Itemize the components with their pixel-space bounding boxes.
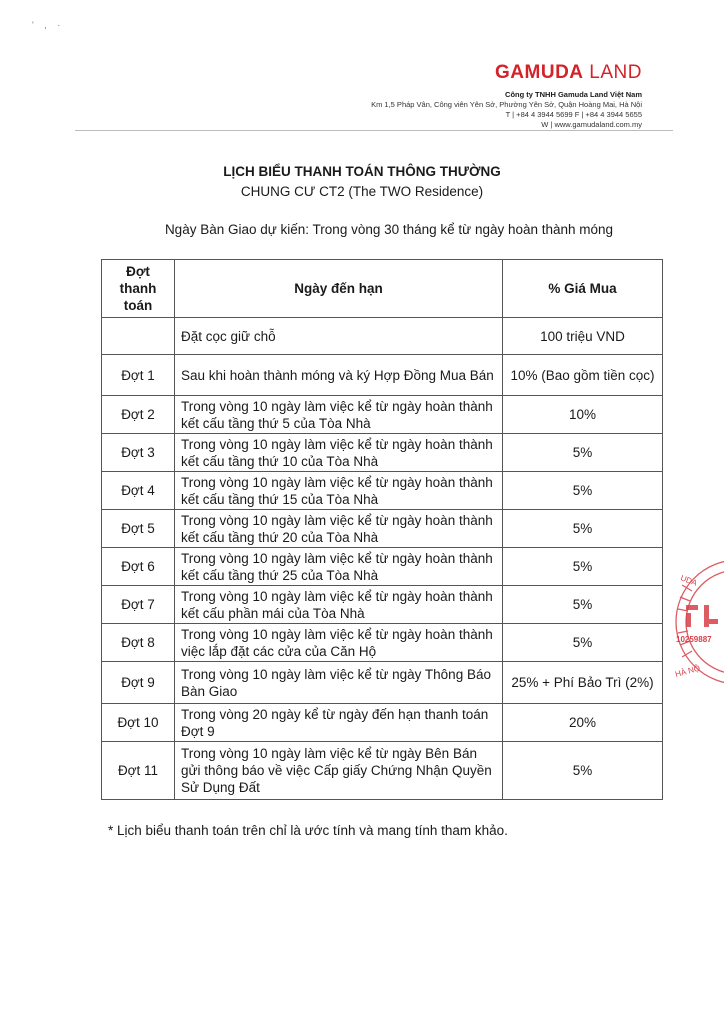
logo-text-light: LAND: [583, 62, 642, 83]
header-divider: [75, 130, 673, 131]
percent-cell: 10%: [503, 396, 663, 434]
table-row: [102, 704, 663, 742]
header-percent: % Giá Mua: [503, 260, 663, 318]
document-subtitle: CHUNG CƯ CT2 (The TWO Residence): [240, 184, 484, 199]
table-row: [102, 662, 663, 704]
phase-cell: Đợt 2: [102, 396, 175, 434]
seal-text-top: UDA: [679, 573, 699, 588]
phase-cell: Đợt 4: [102, 472, 175, 510]
percent-cell: 5%: [503, 434, 663, 472]
table-row: [102, 624, 663, 662]
company-address: Km 1,5 Pháp Vân, Công viên Yên Sở, Phường Yên Sở, Quận Hoàng Mai, Hà Nội: [371, 100, 642, 109]
company-name: Công ty TNHH Gamuda Land Việt Nam: [505, 90, 642, 99]
due-date-cell: Trong vòng 10 ngày làm việc kể từ ngày Thông Báo Bàn Giao: [175, 662, 503, 704]
logo-text-bold: GAMUDA: [495, 62, 584, 83]
due-date-cell: Trong vòng 10 ngày làm việc kể từ ngày hoàn thành kết cấu tầng thứ 25 của Tòa Nhà: [175, 548, 503, 586]
table-row: [102, 742, 663, 800]
percent-cell: 25% + Phí Bảo Trì (2%): [503, 662, 663, 704]
phase-cell: Đợt 1: [102, 355, 175, 396]
percent-cell: 5%: [503, 742, 663, 800]
letterhead: [371, 62, 642, 130]
due-date-cell: Trong vòng 10 ngày làm việc kể từ ngày hoàn thành kết cấu tầng thứ 10 của Tòa Nhà: [175, 434, 503, 472]
table-row: [102, 548, 663, 586]
percent-cell: 5%: [503, 624, 663, 662]
due-date-cell: Trong vòng 10 ngày làm việc kể từ ngày Bên Bán gửi thông báo về việc Cấp giấy Chứng Nhận Quyền Sử Dụng Đất: [175, 742, 503, 800]
document-title: LỊCH BIỂU THANH TOÁN THÔNG THƯỜNG: [223, 164, 501, 179]
table-row: [102, 434, 663, 472]
phase-cell: Đợt 10: [102, 704, 175, 742]
due-date-cell: Trong vòng 10 ngày làm việc kể từ ngày hoàn thành kết cấu tầng thứ 15 của Tòa Nhà: [175, 472, 503, 510]
seal-number: 10259887: [676, 635, 712, 644]
percent-cell: 5%: [503, 548, 663, 586]
due-date-cell: Trong vòng 20 ngày kể từ ngày đến hạn thanh toán Đợt 9: [175, 704, 503, 742]
phase-cell: Đợt 3: [102, 434, 175, 472]
due-date-cell: Trong vòng 10 ngày làm việc kể từ ngày hoàn thành kết cấu tầng thứ 5 của Tòa Nhà: [175, 396, 503, 434]
table-row: [102, 318, 663, 355]
gamuda-land-logo: [371, 62, 642, 84]
percent-cell: 100 triệu VND: [503, 318, 663, 355]
table-row: [102, 472, 663, 510]
table-header-row: [102, 260, 663, 318]
phase-cell: Đợt 5: [102, 510, 175, 548]
company-seal: [668, 545, 724, 695]
header-due-date: Ngày đến hạn: [175, 260, 503, 318]
phase-cell: Đợt 8: [102, 624, 175, 662]
phone-fax: T | +84 4 3944 5699 F | +84 4 3944 5655: [505, 110, 642, 119]
payment-schedule-table: [101, 259, 663, 800]
table-row: [102, 510, 663, 548]
table-row: [102, 586, 663, 624]
due-date-cell: Trong vòng 10 ngày làm việc kể từ ngày hoàn thành kết cấu tầng thứ 20 của Tòa Nhà: [175, 510, 503, 548]
delivery-note: Ngày Bàn Giao dự kiến: Trong vòng 30 tháng kể từ ngày hoàn thành móng: [164, 222, 614, 237]
percent-cell: 5%: [503, 510, 663, 548]
due-date-cell: Sau khi hoàn thành móng và ký Hợp Đồng Mua Bán: [175, 355, 503, 396]
table-row: [102, 355, 663, 396]
phase-cell: Đợt 11: [102, 742, 175, 800]
percent-cell: 5%: [503, 472, 663, 510]
seal-text-bottom: HÀ NỘ: [674, 663, 701, 679]
phase-cell: [102, 318, 175, 355]
phase-cell: Đợt 9: [102, 662, 175, 704]
due-date-cell: Trong vòng 10 ngày làm việc kể từ ngày hoàn thành kết cấu phần mái của Tòa Nhà: [175, 586, 503, 624]
percent-cell: 20%: [503, 704, 663, 742]
percent-cell: 10% (Bao gồm tiền cọc): [503, 355, 663, 396]
footnote: * Lịch biểu thanh toán trên chỉ là ước tính và mang tính tham khảo.: [108, 823, 508, 838]
percent-cell: 5%: [503, 586, 663, 624]
header-phase: Đợt thanh toán: [102, 260, 175, 318]
website: W | www.gamudaland.com.my: [541, 120, 642, 129]
table-row: [102, 396, 663, 434]
phase-cell: Đợt 6: [102, 548, 175, 586]
phase-cell: Đợt 7: [102, 586, 175, 624]
due-date-cell: Trong vòng 10 ngày làm việc kể từ ngày hoàn thành việc lắp đặt các cửa của Căn Hộ: [175, 624, 503, 662]
due-date-cell: Đặt cọc giữ chỗ: [175, 318, 503, 355]
scan-marks: ' , ·: [32, 20, 65, 30]
